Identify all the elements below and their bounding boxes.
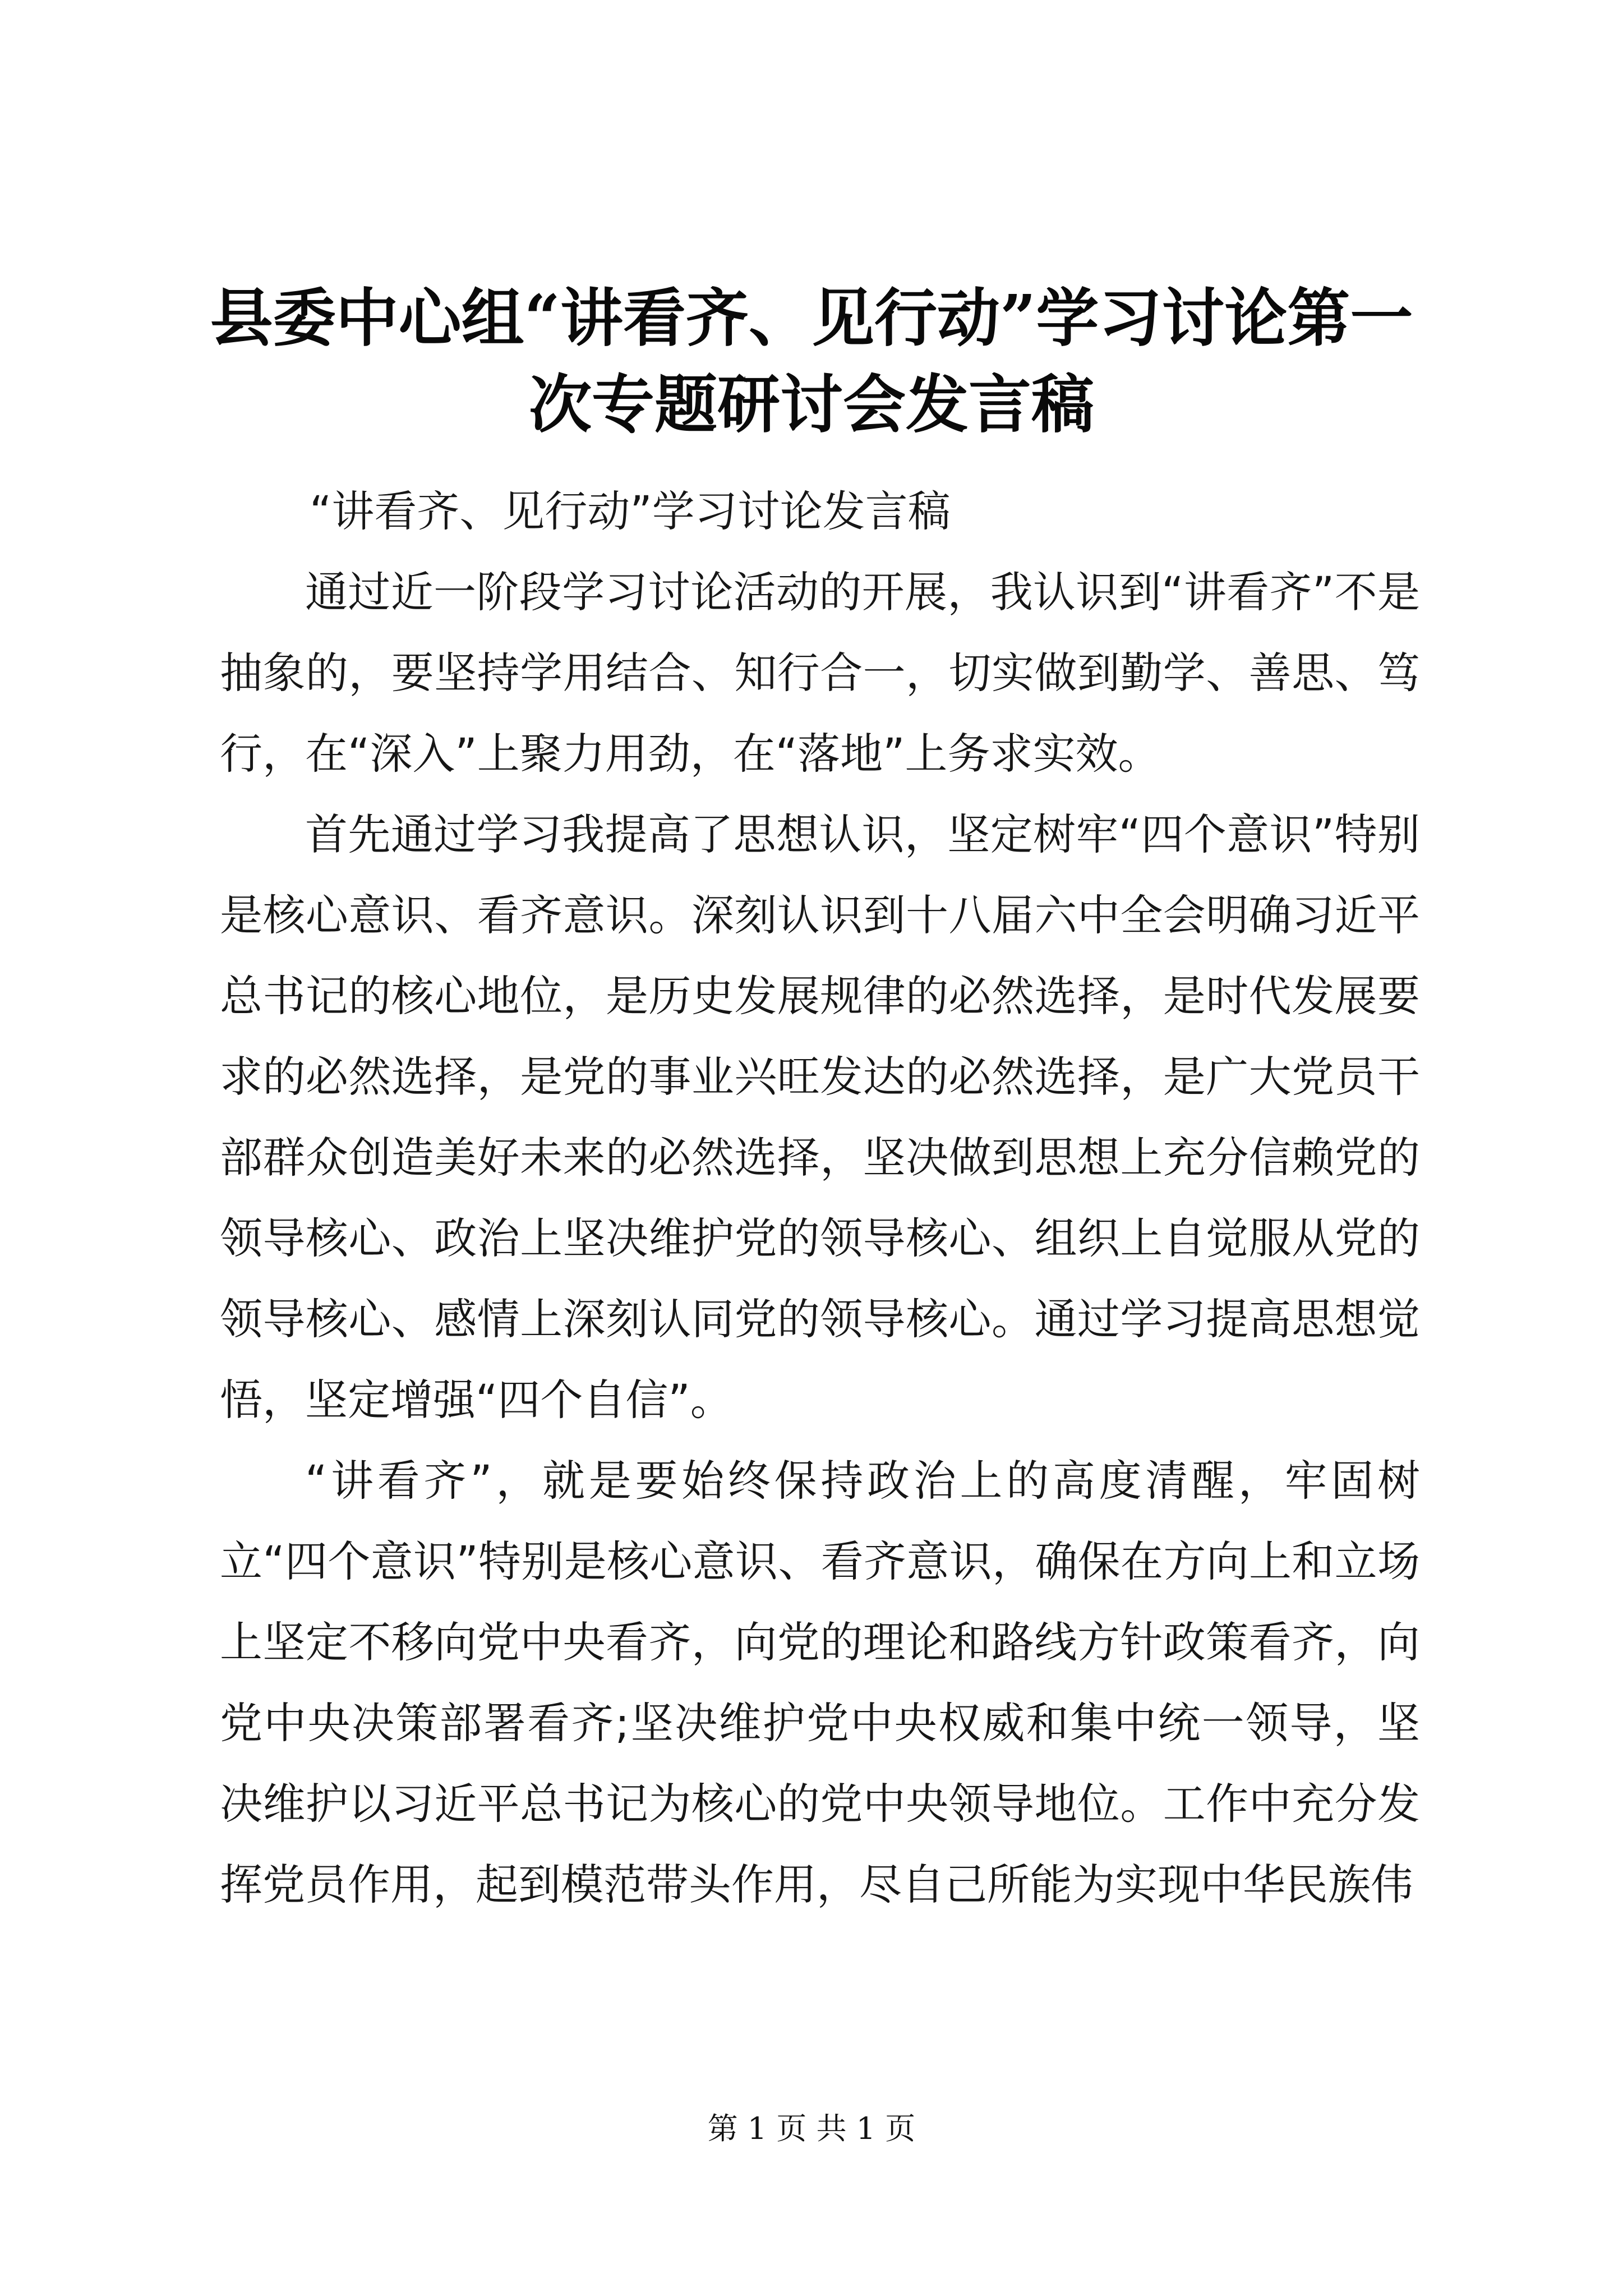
- document-title-line-1: 县委中心组“讲看齐、见行动”学习讨论第一: [210, 282, 1413, 355]
- document-subtitle: “讲看齐、见行动”学习讨论发言稿: [310, 486, 951, 536]
- page-number-footer: 第 1 页 共 1 页: [707, 2111, 916, 2146]
- paragraph-2: 首先通过学习我提高了思想认识，坚定树牢“四个意识”特别是核心意识、看齐意识。深刻认识到十八届六中全会明确习近平总书记的核心地位，是历史发展规律的必然选择，是时代发展要求的必然选择，是党的事业兴旺发达的必然选择，是广大党员干部群众创造美好未来的必然选择，坚决做到思想上充分信赖党的领导核心、政治上坚决维护党的领导核心、组织上自觉服从党的领导核心、感情上深刻认同党的领导核心。通过学习提高思想觉悟，坚定增强“四个自信”。: [220, 809, 1420, 1425]
- paragraph-1: 通过近一阶段学习讨论活动的开展，我认识到“讲看齐”不是抽象的，要坚持学用结合、知行合一，切实做到勤学、善思、笃行，在“深入”上聚力用劲，在“落地”上务求实效。: [220, 567, 1420, 779]
- document-body: [220, 471, 1420, 1925]
- document-title-line-2: 次专题研讨会发言稿: [529, 368, 1094, 441]
- paragraph-3: “讲看齐”，就是要始终保持政治上的高度清醒，牢固树立“四个意识”特别是核心意识、看齐意识，确保在方向上和立场上坚定不移向党中央看齐，向党的理论和路线方针政策看齐，向党中央决策部署看齐;坚决维护党中央权威和集中统一领导，坚决维护以习近平总书记为核心的党中央领导地位。工作中充分发挥党员作用，起到模范带头作用，尽自己所能为实现中华民族伟: [220, 1456, 1420, 1910]
